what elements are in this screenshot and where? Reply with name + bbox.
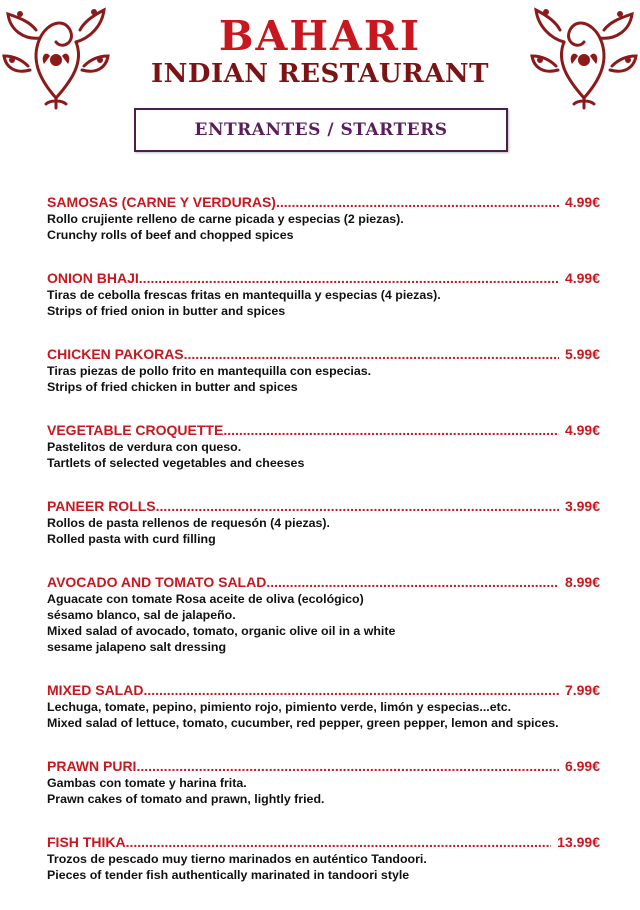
menu-item <box>47 758 600 807</box>
menu-item-description: Rollo crujiente relleno de carne picada y especias (2 piezas). <box>47 212 404 226</box>
menu-item-description: Gambas con tomate y harina frita. <box>47 776 247 790</box>
menu-item-name: AVOCADO AND TOMATO SALAD <box>47 574 267 590</box>
dot-leader <box>143 682 559 699</box>
menu-item-header <box>47 682 600 699</box>
menu-item-name: VEGETABLE CROQUETTE <box>47 422 224 438</box>
menu-item <box>47 574 600 655</box>
menu-item-price: 4.99€ <box>564 194 600 210</box>
restaurant-name: BAHARI <box>218 12 422 60</box>
menu-item-price: 8.99€ <box>564 574 600 590</box>
menu-item-description: Rolled pasta with curd filling <box>47 532 216 546</box>
menu-item-description: Pieces of tender fish authentically marinated in tandoori style <box>47 868 410 882</box>
menu-item-description: Tiras de cebolla frescas fritas en mantequilla y especias (4 piezas). <box>47 288 441 302</box>
menu-item-description: Trozos de pescado muy tierno marinados en auténtico Tandoori. <box>47 852 427 866</box>
menu-item-header <box>47 270 600 287</box>
dot-leader <box>136 758 559 775</box>
menu-item-header <box>47 498 600 515</box>
dot-leader <box>223 422 559 439</box>
menu-item-price: 5.99€ <box>564 346 600 362</box>
menu-item <box>47 498 600 547</box>
menu-item-description: Lechuga, tomate, pepino, pimiento rojo, pimiento verde, limón y especias...etc. <box>47 700 512 714</box>
dot-leader <box>184 346 559 363</box>
menu-item <box>47 346 600 395</box>
section-title: ENTRANTES / STARTERS <box>194 120 448 140</box>
menu-item-description: Pastelitos de verdura con queso. <box>47 440 242 454</box>
menu-item-name: ONION BHAJI <box>47 270 139 286</box>
dot-leader <box>139 270 559 287</box>
menu-item-price: 4.99€ <box>564 422 600 438</box>
menu-item <box>47 422 600 471</box>
menu-item-header <box>47 834 600 851</box>
menu-item-name: MIXED SALAD <box>47 682 144 698</box>
menu-item-name: CHICKEN PAKORAS <box>47 346 184 362</box>
menu-item-header <box>47 194 600 211</box>
dot-leader <box>156 498 559 515</box>
menu-item-description: sesame jalapeno salt dressing <box>47 640 227 654</box>
dot-leader <box>126 834 552 851</box>
dot-leader <box>266 574 559 591</box>
menu-item-price: 7.99€ <box>564 682 600 698</box>
dot-leader <box>276 194 559 211</box>
menu-item <box>47 682 600 731</box>
menu-item-description: Aguacate con tomate Rosa aceite de oliva (ecológico) <box>47 592 364 606</box>
menu-item <box>47 270 600 319</box>
menu-item-description: Prawn cakes of tomato and prawn, lightly fried. <box>47 792 325 806</box>
menu-item-description: Tiras piezas de pollo frito en mantequilla con especias. <box>47 364 372 378</box>
menu-item-description: Tartlets of selected vegetables and cheeses <box>47 456 305 470</box>
menu-list <box>47 194 600 910</box>
menu-item-name: PANEER ROLLS <box>47 498 156 514</box>
menu-item-price: 13.99€ <box>557 834 600 850</box>
section-header-box <box>134 108 508 152</box>
menu-item-description: Mixed salad of avocado, tomato, organic olive oil in a white <box>47 624 396 638</box>
menu-item-header <box>47 422 600 439</box>
menu-item <box>47 834 600 883</box>
menu-item-price: 3.99€ <box>564 498 600 514</box>
menu-item-header <box>47 346 600 363</box>
menu-item-description: Strips of fried chicken in butter and spices <box>47 380 298 394</box>
menu-item-description: Crunchy rolls of beef and chopped spices <box>47 228 294 242</box>
menu-item <box>47 194 600 243</box>
menu-item-header <box>47 758 600 775</box>
menu-item-header <box>47 574 600 591</box>
menu-item-description: sésamo blanco, sal de jalapeño. <box>47 608 236 622</box>
menu-item-description: Rollos de pasta rellenos de requesón (4 piezas). <box>47 516 331 530</box>
menu-item-description: Strips of fried onion in butter and spices <box>47 304 286 318</box>
menu-item-name: FISH THIKA <box>47 834 126 850</box>
restaurant-subtitle: INDIAN RESTAURANT <box>151 59 489 89</box>
menu-item-name: SAMOSAS (CARNE Y VERDURAS) <box>47 194 276 210</box>
menu-item-description: Mixed salad of lettuce, tomato, cucumber, red pepper, green pepper, lemon and spices. <box>47 716 559 730</box>
menu-item-name: PRAWN PURI <box>47 758 137 774</box>
menu-item-price: 6.99€ <box>564 758 600 774</box>
menu-item-price: 4.99€ <box>564 270 600 286</box>
